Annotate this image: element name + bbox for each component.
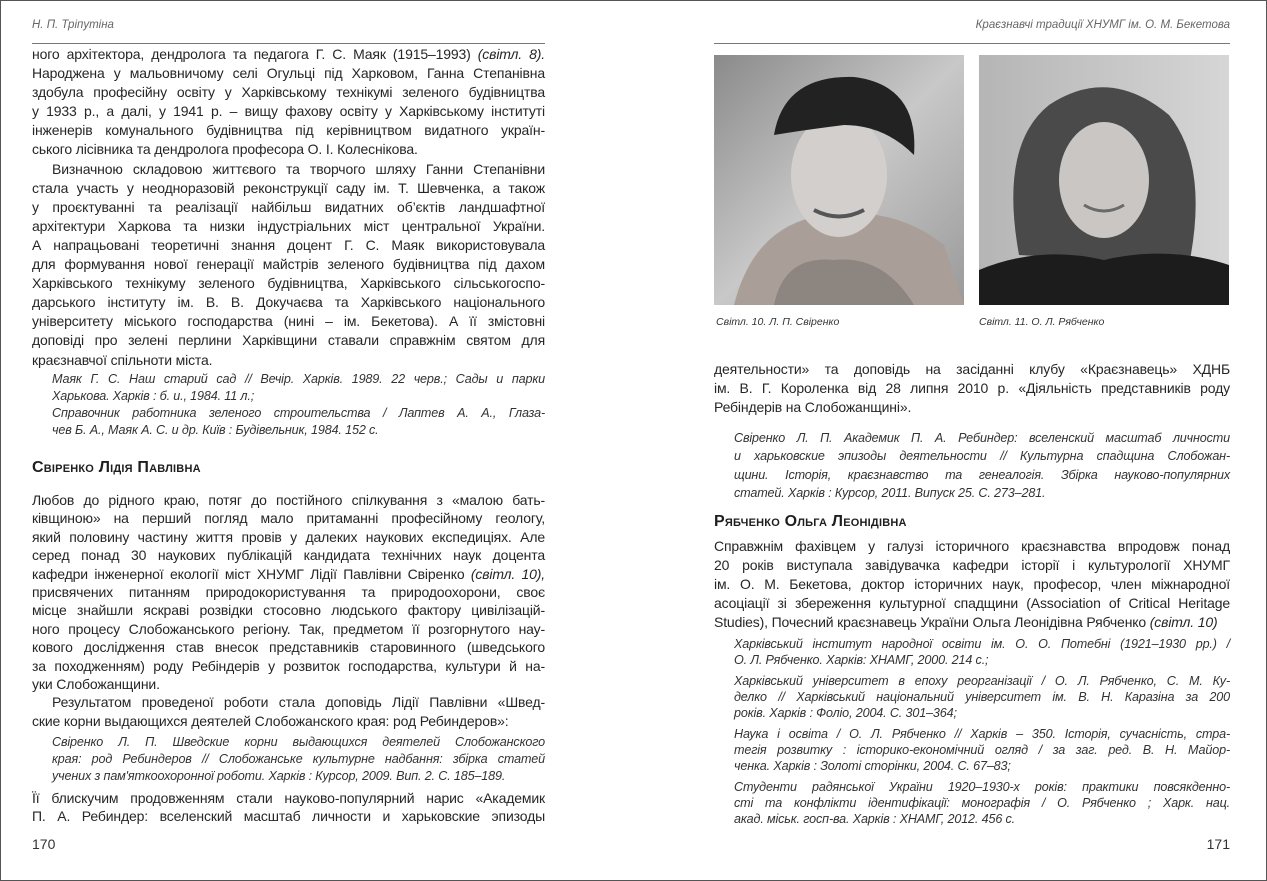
references	[714, 636, 1230, 827]
reference-line: Харківський університет в епоху реорганізації / О. Л. Рябченко, С. М. Ку-	[734, 674, 1230, 688]
text-line: у 1933 р., а далі, у 1941 р. – вищу фахову освіту у Харківському інституті	[32, 103, 545, 120]
reference-line: Харькова. Харків : б. и., 1984. 11 л.;	[52, 389, 255, 403]
references	[32, 734, 545, 784]
text-line: Харківського технікуму зеленого будівництва, Харківського сільськогоспо-	[32, 275, 545, 292]
text-line: Народжена у мальовничому селі Огульці під Харковом, Ганна Степанівна	[32, 65, 545, 82]
section-heading: Рябченко Ольга Леонідівна	[714, 513, 907, 530]
text-line: Її блискучим продовженням стали науково-популярний нарис «Академик	[32, 790, 545, 806]
text-line: стала участь у неодноразовій реконструкції саду ім. Т. Шевченка, а також	[32, 179, 545, 196]
text-line: доповіді про зелені перлини Харківщини ставали справжнім святом для	[32, 332, 545, 349]
text-line: ім. В. Г. Короленка від 28 липня 2010 р. «Діяльність представників роду	[714, 380, 1230, 396]
text-line: деятельности» та доповідь на засіданні клубу «Краєзнавець» ХДНБ	[714, 361, 1230, 377]
text-line: Любов до рідного краю, потяг до постійного спілкування з «малою бать-	[32, 492, 545, 508]
text-line: ім. О. М. Бекетова, доктор історичних наук, професор, член міжнародної	[714, 576, 1230, 592]
photo-sviernko	[714, 55, 964, 305]
paragraph	[32, 789, 545, 826]
text-line: асоціації зі збереження культурної спадщини (Association of Critical Heritage	[714, 595, 1230, 611]
reference-line: Свіренко Л. П. Шведские корни выдающихся деятелей Слобожанского	[52, 735, 545, 749]
body-text	[32, 45, 545, 370]
text-line: архітектури Харкова та низки індустріальних міст центральної України.	[32, 217, 545, 234]
text-line	[32, 45, 545, 64]
right-page	[714, 0, 1230, 881]
running-header: Н. П. Тріпутіна	[32, 19, 114, 31]
reference-line: Справочник работника зеленого строительства / Лаптев А. А., Глаза-	[52, 406, 545, 420]
photo-caption: Світл. 11. О. Л. Рябченко	[979, 316, 1105, 328]
text-line: ного процесу Слобожанського регіону. Так, предметом її розгорнутого нау-	[32, 620, 545, 637]
text-line: кового дослідження став внесок представників старовинного (шведського	[32, 639, 545, 656]
photo-caption: Світл. 10. Л. П. Свіренко	[716, 316, 840, 328]
reference-line: тегія розвитку : історико-економічний огляд / за заг. ред. В. Н. Майор-	[734, 743, 1230, 757]
text-line: у проєктуванні та реалізації найбільш видатних об’єктів ландшафтної	[32, 198, 545, 215]
text-run: кафедри інженерної екології міст ХНУМГ Лідії Павлівни Свіренко	[32, 565, 471, 582]
reference-entry	[734, 429, 1230, 502]
reference-entry	[734, 636, 1230, 668]
reference-line: учених з пам'яткоохоронної роботи. Харків : Курсор, 2009. Вип. 2. С. 185–189.	[52, 768, 506, 783]
reference-line: сті та конфлікти ідентифікації: монографія / О. Рябченко ; Харк. нац.	[734, 796, 1230, 810]
left-page	[32, 0, 545, 881]
text-line	[32, 565, 545, 583]
text-line: Ребіндерів на Слобожанщині».	[714, 399, 912, 415]
text-line: уки Слобожанщини.	[32, 676, 160, 693]
figure-reference: (світл. 8).	[477, 46, 545, 62]
reference-entry	[734, 726, 1230, 774]
text-line: ківщиною» на перший погляд мало притаманні професійному геологу,	[32, 510, 545, 527]
reference-entry	[52, 734, 545, 784]
reference-entry	[52, 371, 545, 405]
reference-line: статей. Харків : Курсор, 2011. Випуск 25. С. 273–281.	[734, 485, 1046, 500]
paragraph	[714, 360, 1230, 417]
body-text	[714, 537, 1230, 632]
reference-line: Харківський інститут народної освіти ім. О. О. Потебні (1921–1930 рр.) /	[734, 637, 1230, 651]
text-run: ного архітектора, дендролога та педагога Г. С. Маяк (1915–1993)	[32, 46, 478, 62]
text-line: університету міського господарства (нині – ім. Бекетова). А її змістовні	[32, 313, 545, 330]
text-line: А напрацьовані теоретичні знання доцент Г. С. Маяк використовувала	[32, 236, 545, 253]
reference-line: О. Л. Рябченко. Харків: ХНАМГ, 2000. 214 с.;	[734, 653, 989, 667]
figure-reference: (світл. 10)	[1149, 614, 1218, 630]
reference-line: років. Харків : Фоліо, 2004. С. 301–364;	[734, 706, 957, 720]
reference-line: Маяк Г. С. Наш старий сад // Вечір. Харків. 1989. 22 черв.; Сады и парки	[52, 372, 545, 386]
text-line: ские корни выдающихся деятелей Слобожанского края: род Ребиндеров»:	[32, 712, 509, 729]
reference-line: делко // Харківський національний університет ім. В. Н. Каразіна за 200	[734, 690, 1230, 704]
text-line: який половину частину життя провів у далеких наукових експедиціях. Але	[32, 528, 545, 545]
photo-riabchenko	[979, 55, 1229, 305]
reference-line: щини. Історія, краєзнавство та генеалогія. Збірка науково-популярних	[734, 467, 1230, 482]
header-rule	[714, 43, 1230, 44]
reference-line: ченка. Харків : Золоті сторінки, 2004. С. 67–83;	[734, 759, 1011, 773]
references	[32, 371, 545, 439]
reference-line: Наука і освіта / О. Л. Рябченко // Харків – 350. Історія, сучасність, стра-	[734, 727, 1230, 741]
paragraph	[32, 160, 545, 370]
text-line: Визначною складовою життєвого та творчого шляху Ганни Степанівни	[52, 160, 545, 177]
text-line: дарського інституту ім. В. В. Докучаєва та Харківського національного	[32, 294, 545, 311]
text-line: краєзнавчої спільноти міста.	[32, 351, 213, 368]
figure-reference: (світл. 10),	[470, 565, 546, 582]
running-header: Краєзнавчі традиції ХНУМГ ім. О. М. Бекетова	[975, 19, 1230, 31]
reference-entry	[734, 779, 1230, 827]
reference-line: края: род Ребиндеров // Слобожанське культурне надбання: збірка статей	[52, 751, 545, 766]
reference-line: акад. міськ. госп-ва. Харків : ХНАМГ, 2012. 456 с.	[734, 812, 1016, 826]
page-number: 170	[32, 836, 56, 852]
text-line: Результатом проведеної роботи стала доповідь Лідії Павлівни «Швед-	[52, 694, 545, 711]
reference-entry	[734, 673, 1230, 721]
paragraph	[32, 45, 545, 160]
section-heading: Свіренко Лідія Павлівна	[32, 459, 201, 476]
reference-line: чев Б. А., Маяк А. С. и др. Київ : Будівельник, 1984. 152 с.	[52, 423, 379, 437]
paragraph	[32, 491, 545, 693]
reference-line: Свіренко Л. П. Академик П. А. Ребиндер: вселенский масштаб личности	[734, 431, 1230, 445]
paragraph	[714, 537, 1230, 632]
reference-line: Студенти радянської України 1920–1930-х років: практики повсякденно-	[734, 780, 1230, 794]
text-line: ського лісівника та дендролога професора О. І. Колеснікова.	[32, 141, 418, 158]
text-line: здобула професійну освіту у Харківському технікумі зеленого будівництва	[32, 84, 545, 101]
text-line	[714, 613, 1230, 632]
text-line: місце знайшли яскраві розвідки стосовно людського фактору цивілізацій-	[32, 602, 545, 619]
text-line: присвячених питанням природокористування та природоохорони, своє	[32, 584, 545, 601]
text-line: для формування нової генерації майстрів зеленого будівництва під дахом	[32, 256, 545, 273]
text-line: Справжнім фахівцем у галузі історичного краєзнавства впродовж понад	[714, 538, 1230, 554]
text-run: Studies), Почесний краєзнавець України Ольга Леонідівна Рябченко	[714, 614, 1150, 630]
text-line: за походженням) роду Ребіндерів у розвиток господарства, культури й на-	[32, 657, 545, 674]
paragraph	[32, 693, 545, 730]
text-line: П. А. Ребиндер: вселенский масштаб личности и харьковские эпизоды	[32, 808, 545, 825]
reference-entry	[52, 405, 545, 439]
reference-line: и харьковские эпизоды деятельности // Культурна спадщина Слобожан-	[734, 449, 1230, 464]
body-text	[714, 360, 1230, 417]
text-line: 20 років виступала завідувачка кафедри історії і культурології ХНУМГ	[714, 557, 1230, 573]
text-line: інженерів комунального будівництва під керівництвом видатного україн-	[32, 122, 545, 139]
body-text	[32, 789, 545, 826]
header-rule	[32, 43, 545, 44]
references	[714, 429, 1230, 502]
body-text	[32, 491, 545, 730]
page-number: 171	[1206, 836, 1230, 852]
text-line: серед понад 30 наукових публікацій кандидата технічних наук доцента	[32, 547, 545, 564]
